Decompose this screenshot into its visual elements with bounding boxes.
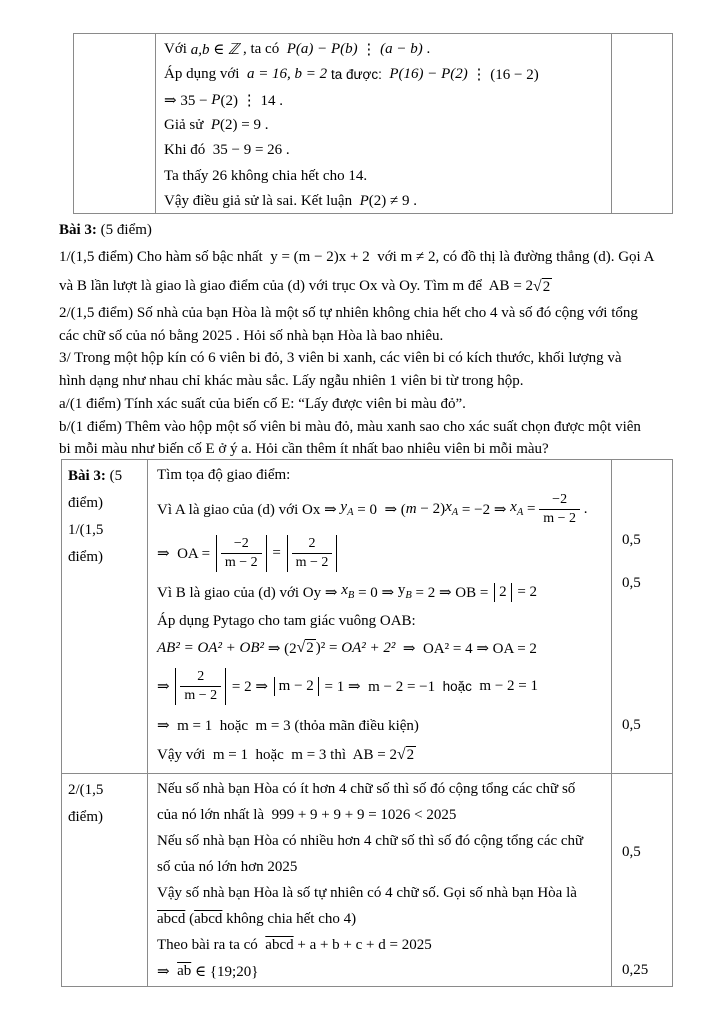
answer-table: [61, 459, 673, 987]
answer-row2-points-cell: [611, 774, 672, 986]
overline-expression: $\overline{ab}$: [177, 962, 192, 979]
formula-segment: (2) ≠ 9 .: [368, 192, 417, 209]
formula-segment: y: [397, 582, 406, 599]
problem-statement: [59, 217, 699, 459]
formula-segment: Ta thấy 26 không chia hết cho 14.: [164, 167, 368, 184]
subscripted-variable: [398, 582, 412, 602]
formula-segment: P: [210, 117, 221, 134]
subscript: B: [347, 590, 355, 602]
sqrt-radical: [397, 746, 416, 764]
formula-segment: không chia hết cho 4): [222, 910, 357, 927]
text-line: [157, 906, 607, 932]
formula-segment: Áp dụng Pytago cho tam giác vuông OAB:: [157, 612, 416, 629]
answer-row1-points-cell: [611, 460, 672, 773]
formula-segment: =: [523, 500, 540, 517]
points-value: 0,5: [622, 575, 641, 591]
formula-segment: Theo bài ra ta có: [157, 936, 266, 953]
formula-segment: .: [580, 500, 588, 517]
answer-row1-content-cell: [148, 460, 611, 773]
formula-segment: điểm): [68, 809, 103, 825]
text-line: [68, 777, 145, 804]
text-line: [59, 370, 699, 393]
text-line: [59, 347, 699, 370]
subscripted-variable: [340, 499, 353, 519]
text-line: [157, 634, 607, 662]
overline-expression: abcd: [194, 910, 223, 927]
formula-segment: a/(1 điểm) Tính xác suất của biến cố E: “Lấy được viên bi màu đỏ”.: [59, 396, 466, 412]
answer-row1-label-cell: [62, 460, 148, 773]
formula-segment: 1/(1,5: [68, 522, 104, 538]
subscript: A: [347, 507, 354, 519]
formula-segment: + a + b + c + d = 2025: [293, 936, 432, 953]
text-line: [68, 490, 145, 517]
sqrt-radical: [297, 639, 316, 657]
subscripted-variable: [341, 582, 354, 602]
formula-segment: , ta có: [239, 41, 287, 58]
text-line: [164, 62, 605, 87]
formula-segment: ⇒ OA² = 4 ⇒ OA = 2: [395, 640, 537, 657]
formula-segment: = 0 ⇒: [354, 584, 398, 601]
text-line: [157, 576, 607, 608]
text-line: [157, 854, 607, 880]
text-line: [164, 138, 605, 163]
formula-segment: Vì B là giao của (d) với Oy ⇒: [157, 584, 342, 601]
formula-segment: x: [510, 499, 517, 516]
formula-segment: 2/(1,5 điểm) Số nhà của bạn Hòa là một số tự nhiên không chia hết cho 4 và số đó cộng với tổng: [59, 305, 638, 321]
text-line: [157, 462, 607, 488]
formula-segment: (a − b): [380, 41, 423, 58]
formula-segment: 2: [499, 583, 507, 600]
text-line: [157, 662, 607, 710]
text-line: [157, 828, 607, 854]
formula-segment: số của nó lớn hơn 2025: [157, 858, 298, 875]
formula-segment: √: [396, 746, 406, 763]
formula-segment: Vậy điều giả sử là sai. Kết luận: [164, 192, 360, 209]
top-table-points-cell: [611, 34, 672, 213]
formula-segment: 2: [292, 536, 333, 554]
formula-segment: = 0 ⇒ (: [353, 501, 406, 518]
fraction: [180, 669, 221, 704]
text-line: [68, 517, 145, 544]
formula-segment: = 1 ⇒ m − 2 = −1: [320, 678, 443, 695]
formula-segment: (: [185, 910, 195, 927]
formula-segment: 2: [180, 669, 221, 687]
text-line: [59, 416, 699, 439]
absolute-value: [216, 535, 267, 572]
formula-segment: x: [445, 499, 452, 516]
formula-segment: ⇒ (2: [264, 640, 297, 657]
text-line: [164, 113, 605, 138]
formula-segment: ⇒ OA =: [157, 545, 214, 562]
formula-segment: −2: [539, 492, 580, 510]
formula-segment: m: [405, 500, 417, 517]
text-line: [164, 163, 605, 188]
formula-segment: b/(1 điểm) Thêm vào hộp một số viên bi màu đỏ, màu xanh sao cho xác suất chọn được một viên: [59, 419, 641, 435]
formula-segment: ⇒ m = 1 hoặc m = 3 (thỏa mãn điều kiện): [157, 717, 419, 734]
formula-segment: a,b ∈ ℤ: [190, 42, 240, 59]
text-line: [164, 37, 605, 62]
points-value: 0,5: [622, 717, 641, 733]
text-line: [164, 189, 605, 214]
formula-segment: m − 2: [224, 554, 258, 570]
formula-segment: ∈ {19;20}: [191, 963, 259, 980]
text-line: [164, 88, 605, 113]
text-line: [157, 932, 607, 958]
text-line: [59, 302, 699, 325]
answer-row2-label-cell: [62, 774, 148, 986]
formula-segment: (5: [105, 468, 123, 484]
text-line: [157, 802, 607, 828]
subscript: A: [451, 507, 459, 519]
formula-segment: Nếu số nhà bạn Hòa có ít hơn 4 chữ số thì số đó cộng tổng các chữ số: [157, 780, 576, 797]
formula-segment: = 2 ⇒: [228, 678, 272, 695]
text-line: [157, 776, 607, 802]
absolute-value: [287, 535, 338, 572]
formula-segment: − 2): [416, 500, 446, 517]
formula-segment: Tìm tọa độ giao điểm:: [157, 466, 291, 483]
top-table: [73, 33, 673, 214]
formula-segment: .: [422, 41, 431, 58]
formula-segment: 1/(1,5 điểm) Cho hàm số bậc nhất y = (m − 2)x + 2 với m ≠ 2, có đồ thị là đường thẳng (d). Gọi A: [59, 249, 655, 265]
formula-segment: = 2: [513, 583, 538, 600]
formula-segment: 2/(1,5: [68, 782, 104, 798]
formula-segment: m − 2: [295, 554, 329, 570]
formula-segment: Với: [164, 41, 191, 58]
answer-row-part1: [62, 460, 672, 774]
formula-segment: m − 2 = 1: [471, 677, 538, 694]
absolute-value: [494, 583, 512, 602]
text-line: [157, 488, 607, 530]
formula-segment: m − 2: [184, 687, 218, 703]
formula-segment: Vì A là giao của (d) với Ox ⇒: [157, 501, 341, 518]
formula-segment: ta được:: [330, 67, 382, 83]
subscript: B: [405, 590, 412, 602]
text-line: [68, 544, 145, 571]
formula-segment: x: [341, 582, 348, 599]
formula-segment: Vậy số nhà bạn Hòa là số tự nhiên có 4 chữ số. Gọi số nhà bạn Hòa là: [157, 884, 577, 901]
formula-segment: Áp dụng với: [164, 66, 247, 83]
fraction: [292, 536, 333, 571]
points-value: 0,25: [622, 962, 649, 978]
text-line: [59, 271, 699, 302]
formula-segment: m − 2: [278, 677, 314, 694]
formula-segment: 2: [406, 747, 415, 763]
formula-segment: (5 điểm): [96, 222, 152, 238]
text-line: [157, 608, 607, 634]
formula-segment: m − 2: [543, 510, 577, 526]
subscript: A: [516, 507, 524, 519]
formula-segment: y: [340, 499, 348, 516]
formula-segment: của nó lớn nhất là 999 + 9 + 9 + 9 = 1026 < 2025: [157, 806, 457, 823]
text-line: [59, 217, 699, 244]
formula-segment: 3/ Trong một hộp kín có 6 viên bi đỏ, 3 viên bi xanh, các viên bi có kích thước, khối lượng và: [59, 350, 622, 366]
text-line: [157, 958, 607, 984]
overline-expression: abcd: [265, 936, 294, 953]
formula-segment: và B lần lượt là giao là giao điểm của (d) với trục Ox và Oy. Tìm m để AB = 2: [59, 278, 534, 294]
text-line: [68, 804, 145, 831]
formula-segment: P(a) − P(b): [286, 41, 358, 58]
formula-segment: OA² + 2²: [341, 639, 396, 656]
formula-segment: Bài 3:: [68, 468, 106, 484]
text-line: [59, 393, 699, 416]
formula-segment: Khi đó 35 − 9 = 26 .: [164, 142, 290, 159]
formula-segment: ⋮ (16 − 2): [467, 67, 539, 84]
formula-segment: điểm): [68, 549, 103, 565]
formula-segment: Giả sử: [164, 117, 211, 134]
formula-segment: )² =: [315, 639, 342, 656]
formula-segment: ⋮: [357, 42, 381, 59]
formula-segment: ⇒ 35 −: [164, 92, 212, 109]
absolute-value: [175, 668, 226, 705]
text-line: [157, 710, 607, 740]
text-line: [59, 244, 699, 271]
formula-segment: P: [211, 91, 221, 108]
text-line: [59, 439, 699, 459]
subscripted-variable: [445, 499, 458, 519]
formula-segment: hoặc: [442, 678, 472, 694]
overline-expression: abcd: [157, 910, 186, 927]
formula-segment: bi mỗi màu như biến cố E ở ý a. Hỏi cần thêm ít nhất bao nhiêu viên bi mỗi màu?: [59, 440, 549, 457]
points-value: 0,5: [622, 532, 641, 548]
top-table-label-cell: [74, 34, 156, 213]
formula-segment: các chữ số của nó bằng 2025 . Hỏi số nhà bạn Hòa là bao nhiêu.: [59, 327, 444, 344]
formula-segment: AB² = OA² + OB²: [157, 639, 265, 656]
answer-row2-content-cell: [148, 774, 611, 986]
formula-segment: P: [359, 192, 369, 209]
formula-segment: Bài 3:: [59, 222, 97, 238]
formula-segment: 2: [306, 640, 314, 656]
formula-segment: =: [268, 544, 285, 561]
subscripted-variable: [510, 499, 523, 519]
formula-segment: a = 16, b = 2: [246, 66, 328, 83]
formula-segment: ⇒: [157, 963, 178, 980]
formula-segment: điểm): [68, 495, 103, 511]
text-line: [157, 880, 607, 906]
formula-segment: ⇒: [157, 678, 174, 695]
answer-row-part2: [62, 774, 672, 986]
formula-segment: 2: [542, 278, 551, 295]
formula-segment: P(16) − P(2): [389, 66, 468, 83]
formula-segment: √: [533, 277, 542, 295]
absolute-value: [274, 677, 319, 696]
points-value: 0,5: [622, 844, 641, 860]
text-line: [157, 530, 607, 576]
text-line: [68, 463, 145, 490]
fraction: [539, 492, 580, 527]
text-line: [59, 325, 699, 347]
formula-segment: Nếu số nhà bạn Hòa có nhiều hơn 4 chữ số thì số đó cộng tổng các chữ: [157, 832, 584, 849]
formula-segment: √: [296, 639, 306, 656]
formula-segment: hình dạng như nhau chỉ khác màu sắc. Lấy ngẫu nhiên 1 viên bi từ trong hộp.: [59, 373, 524, 389]
formula-segment: = 2 ⇒ OB =: [411, 584, 493, 601]
formula-segment: −2: [221, 536, 262, 554]
fraction: [221, 536, 262, 571]
formula-segment: = −2 ⇒: [458, 501, 511, 518]
formula-segment: (2) = 9 .: [220, 117, 269, 134]
formula-segment: Vậy với m = 1 hoặc m = 3 thì AB = 2: [157, 746, 397, 763]
top-table-content-cell: [156, 34, 611, 213]
text-line: [157, 740, 607, 770]
formula-segment: (2) ⋮ 14 .: [220, 92, 283, 109]
sqrt-radical: [533, 278, 552, 296]
